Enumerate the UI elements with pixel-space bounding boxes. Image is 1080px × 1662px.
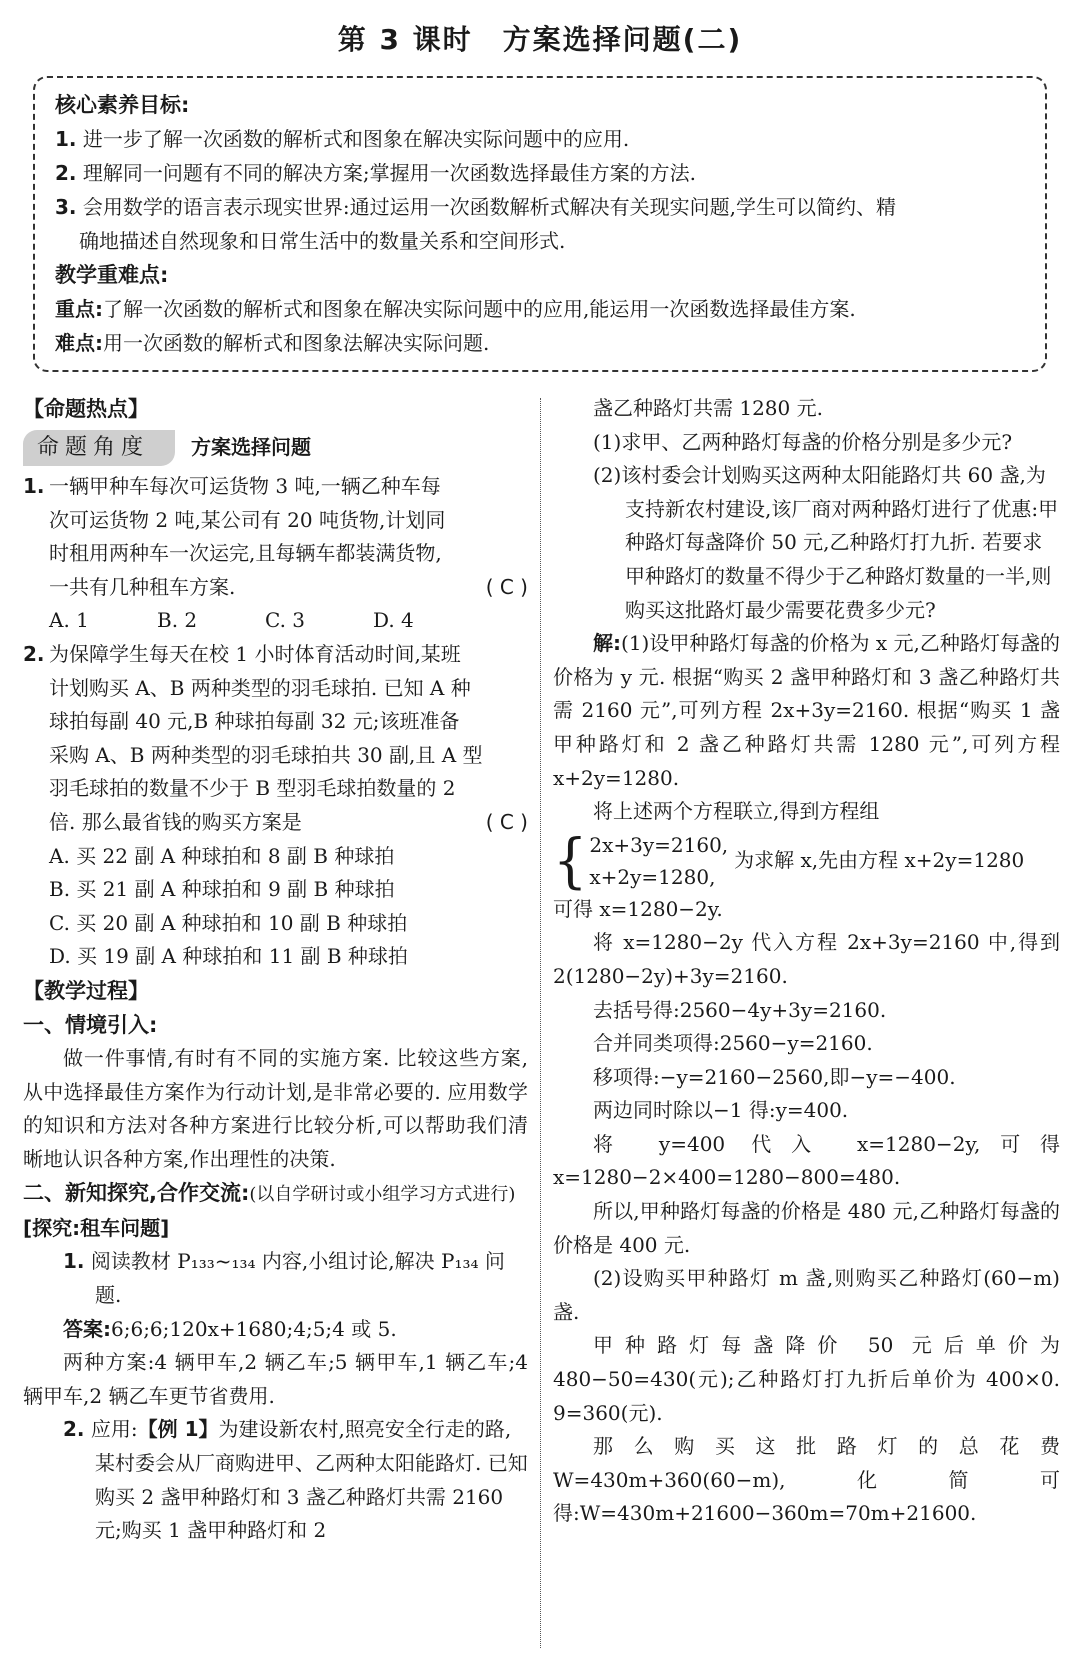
answer-mark: ( C ) — [485, 574, 528, 599]
question-line: 球拍每副 40 元,B 种球拍每副 32 元;该班准备 — [49, 709, 460, 734]
solution-text: 将 y=400 代入 x=1280−2y,可得 x=1280−2×400=1280−800=480. — [553, 1131, 1060, 1190]
brace-icon: { — [553, 825, 588, 895]
solution-text: (2)设购买甲种路灯 m 盏,则购买乙种路灯(60−m)盏. — [553, 1266, 1060, 1324]
process-heading: 【教学过程】 — [23, 978, 149, 1003]
step-num: 2. — [63, 1417, 85, 1442]
angle-topic: 方案选择问题 — [191, 435, 312, 460]
option: D. 买 19 副 A 种球拍和 11 副 B 种球拍 — [49, 944, 408, 969]
question-line: 次可运货物 2 吨,某公司有 20 吨货物,计划同 — [49, 507, 446, 532]
system-tail: 为求解 x,先由方程 x+2y=1280 — [734, 847, 1025, 872]
sub-question-2: (2)该村委会计划购买这两种太阳能路灯共 60 盏,为支持新农村建设,该厂商对两种路灯进行了优惠:甲种路灯每盏降价 50 元,乙种路灯打九折. 若要求甲种路灯的数量不得少于乙种路灯数量的一半,则购买这批路灯最少需要花费多少元? — [593, 463, 1059, 622]
goal-text-cont: 确地描述自然现象和日常生活中的数量关系和空间形式. — [79, 229, 566, 253]
hard-text: 用一次函数的解析式和图象法解决实际问题. — [103, 331, 490, 355]
solution-text: 甲种路灯每盏降价 50 元后单价为 480−50=430(元);乙种路灯打九折后单价为 400×0. 9=360(元). — [553, 1333, 1060, 1425]
option: C. 3 — [265, 608, 306, 633]
section-1-heading: 一、情境引入: — [23, 1012, 158, 1037]
question-2 — [23, 638, 528, 840]
key-point — [55, 292, 1023, 326]
solution-text: 两边同时除以−1 得:y=400. — [593, 1098, 849, 1123]
solution-text: 将上述两个方程联立,得到方程组 — [593, 799, 880, 824]
key-text: 了解一次函数的解析式和图象在解决实际问题中的应用,能运用一次函数选择最佳方案. — [103, 297, 856, 321]
option: B. 2 — [157, 608, 198, 633]
answer-label: 答案: — [63, 1316, 111, 1341]
step-1 — [23, 1245, 528, 1312]
solution-label: 解: — [593, 631, 622, 656]
question-line — [49, 806, 528, 840]
goal-text: 理解同一问题有不同的解决方案;掌握用一次函数选择最佳方案的方法. — [82, 161, 696, 185]
equation: x+2y=1280, — [589, 864, 716, 889]
step-text: 阅读教材 P₁₃₃~₁₃₄ 内容,小组讨论,解决 P₁₃₄ 问题. — [90, 1249, 505, 1308]
goal-num: 3. — [55, 195, 77, 219]
page-number: 73 — [440, 1450, 619, 1624]
goals-heading: 核心素养目标: — [55, 93, 190, 117]
probe-label: [探究:租车问题] — [23, 1215, 170, 1240]
question-line: 一辆甲种车每次可运货物 3 吨,一辆乙种车每 — [49, 474, 441, 498]
question-line: 采购 A、B 两种类型的羽毛球拍共 30 副,且 A 型 — [49, 742, 483, 767]
answer-line — [23, 1313, 528, 1347]
question-num: 2. — [23, 641, 45, 666]
sub-question-1: (1)求甲、乙两种路灯每盏的价格分别是多少元? — [593, 429, 1013, 454]
hot-heading: 【命题热点】 — [23, 397, 149, 421]
step-2 — [23, 1413, 528, 1547]
section-2-note: (以自学研讨或小组学习方式进行) — [249, 1184, 516, 1206]
angle-tab: 命题角度 — [23, 430, 175, 466]
goal-item — [55, 190, 1023, 224]
solution-text: 可得 x=1280−2y. — [553, 896, 723, 921]
goal-num: 2. — [55, 161, 77, 185]
left-column — [23, 392, 528, 1548]
option: D. 4 — [373, 608, 414, 633]
solution-text: 去括号得:2560−4y+3y=2160. — [593, 997, 887, 1022]
options-row — [23, 604, 528, 638]
answer-text: 6;6;6;120x+1680;4;5;4 或 5. — [111, 1316, 397, 1341]
option: C. 买 20 副 A 种球拍和 10 副 B 种球拍 — [49, 910, 408, 935]
right-column — [553, 392, 1060, 1531]
solution-text: 那么购买这批路灯的总花费 W=430m+360(60−m),化简可得:W=430m+21600−360m=70m+21600. — [553, 1434, 1060, 1526]
option: B. 买 21 副 A 种球拍和 9 副 B 种球拍 — [49, 877, 395, 902]
goal-text: 进一步了解一次函数的解析式和图象在解决实际问题中的应用. — [82, 127, 630, 151]
question-body — [49, 638, 528, 840]
hard-point — [55, 326, 1023, 360]
step-num: 1. — [63, 1249, 85, 1274]
answer-mark: ( C ) — [485, 809, 528, 834]
option: A. 1 — [49, 608, 89, 633]
goal-item — [55, 122, 1023, 156]
angle-row — [23, 428, 528, 468]
solution-text: 将 x=1280−2y 代入方程 2x+3y=2160 中,得到 2(1280−2y)+3y=2160. — [553, 930, 1060, 988]
section-1-text: 做一件事情,有时有不同的实施方案. 比较这些方案,从中选择最佳方案作为行动计划,是非常必要的. 应用数学的知识和方法对各种方案进行比较分析,可以帮助我们清晰地认识各种方案,作出理性的决策. — [23, 1045, 528, 1171]
key-label: 重点: — [55, 297, 103, 321]
question-line: 计划购买 A、B 两种类型的羽毛球拍. 已知 A 种 — [49, 675, 471, 700]
question-line: 时租用两种车一次运完,且每辆车都装满货物, — [49, 541, 442, 566]
question-1 — [23, 470, 528, 604]
goal-item — [55, 156, 1023, 190]
step-text: 为建设新农村,照亮安全行走的路,某村委会从厂商购进甲、乙两种太阳能路灯. 已知购买 2 盏甲种路灯和 3 盏乙种路灯共需 2160 元;购买 1 盏甲种路灯和 2 — [95, 1417, 528, 1543]
solution-text: 所以,甲种路灯每盏的价格是 480 元,乙种路灯每盏的价格是 400 元. — [553, 1199, 1060, 1257]
column-divider — [540, 398, 541, 1648]
equation: 2x+3y=2160, — [589, 832, 729, 857]
solution-1 — [553, 627, 1060, 795]
section-2-heading: 二、新知探究,合作交流: — [23, 1181, 250, 1206]
solution-text: (1)设甲种路灯每盏的价格为 x 元,乙种路灯每盏的价格为 y 元. 根据“购买 2 盏甲种路灯和 3 盏乙种路灯共需 2160 元”,可列方程 2x+3y=2160. 根据“购买 1 盏甲种路灯和 2 盏乙种路灯共需 1280 元”,可列方程 x+2y=1280. — [553, 631, 1060, 790]
question-line — [49, 571, 528, 605]
question-line-text: 倍. 那么最省钱的购买方案是 — [49, 809, 302, 834]
question-body — [49, 470, 528, 604]
example-tag: 【例 1】 — [137, 1417, 219, 1442]
goal-text: 会用数学的语言表示现实世界:通过运用一次函数解析式解决有关现实问题,学生可以简约、精 — [82, 195, 896, 219]
difficulty-heading: 教学重难点: — [55, 263, 169, 287]
question-num: 1. — [23, 474, 45, 498]
solution-text: 移项得:−y=2160−2560,即−y=−400. — [593, 1064, 956, 1089]
goals-box — [33, 76, 1047, 372]
question-line: 羽毛球拍的数量不少于 B 型羽毛球拍数量的 2 — [49, 776, 456, 801]
option: A. 买 22 副 A 种球拍和 8 副 B 种球拍 — [49, 843, 395, 868]
two-plans: 两种方案:4 辆甲车,2 辆乙车;5 辆甲车,1 辆乙车;4 辆甲车,2 辆乙车更节省费用. — [23, 1350, 528, 1408]
page-title: 第 3 课时 方案选择问题(二) — [337, 23, 743, 56]
hard-label: 难点: — [55, 331, 103, 355]
equation-system — [553, 825, 1060, 895]
question-line: 为保障学生每天在校 1 小时体育活动时间,某班 — [49, 641, 461, 666]
goal-num: 1. — [55, 127, 77, 151]
solution-text: 合并同类项得:2560−y=2160. — [593, 1031, 873, 1056]
example-cont: 盏乙种路灯共需 1280 元. — [593, 396, 823, 420]
step-label: 应用: — [90, 1417, 138, 1442]
question-line-text: 一共有几种租车方案. — [49, 574, 236, 599]
equation-list — [589, 829, 728, 893]
section-2-heading-row — [23, 1176, 528, 1212]
